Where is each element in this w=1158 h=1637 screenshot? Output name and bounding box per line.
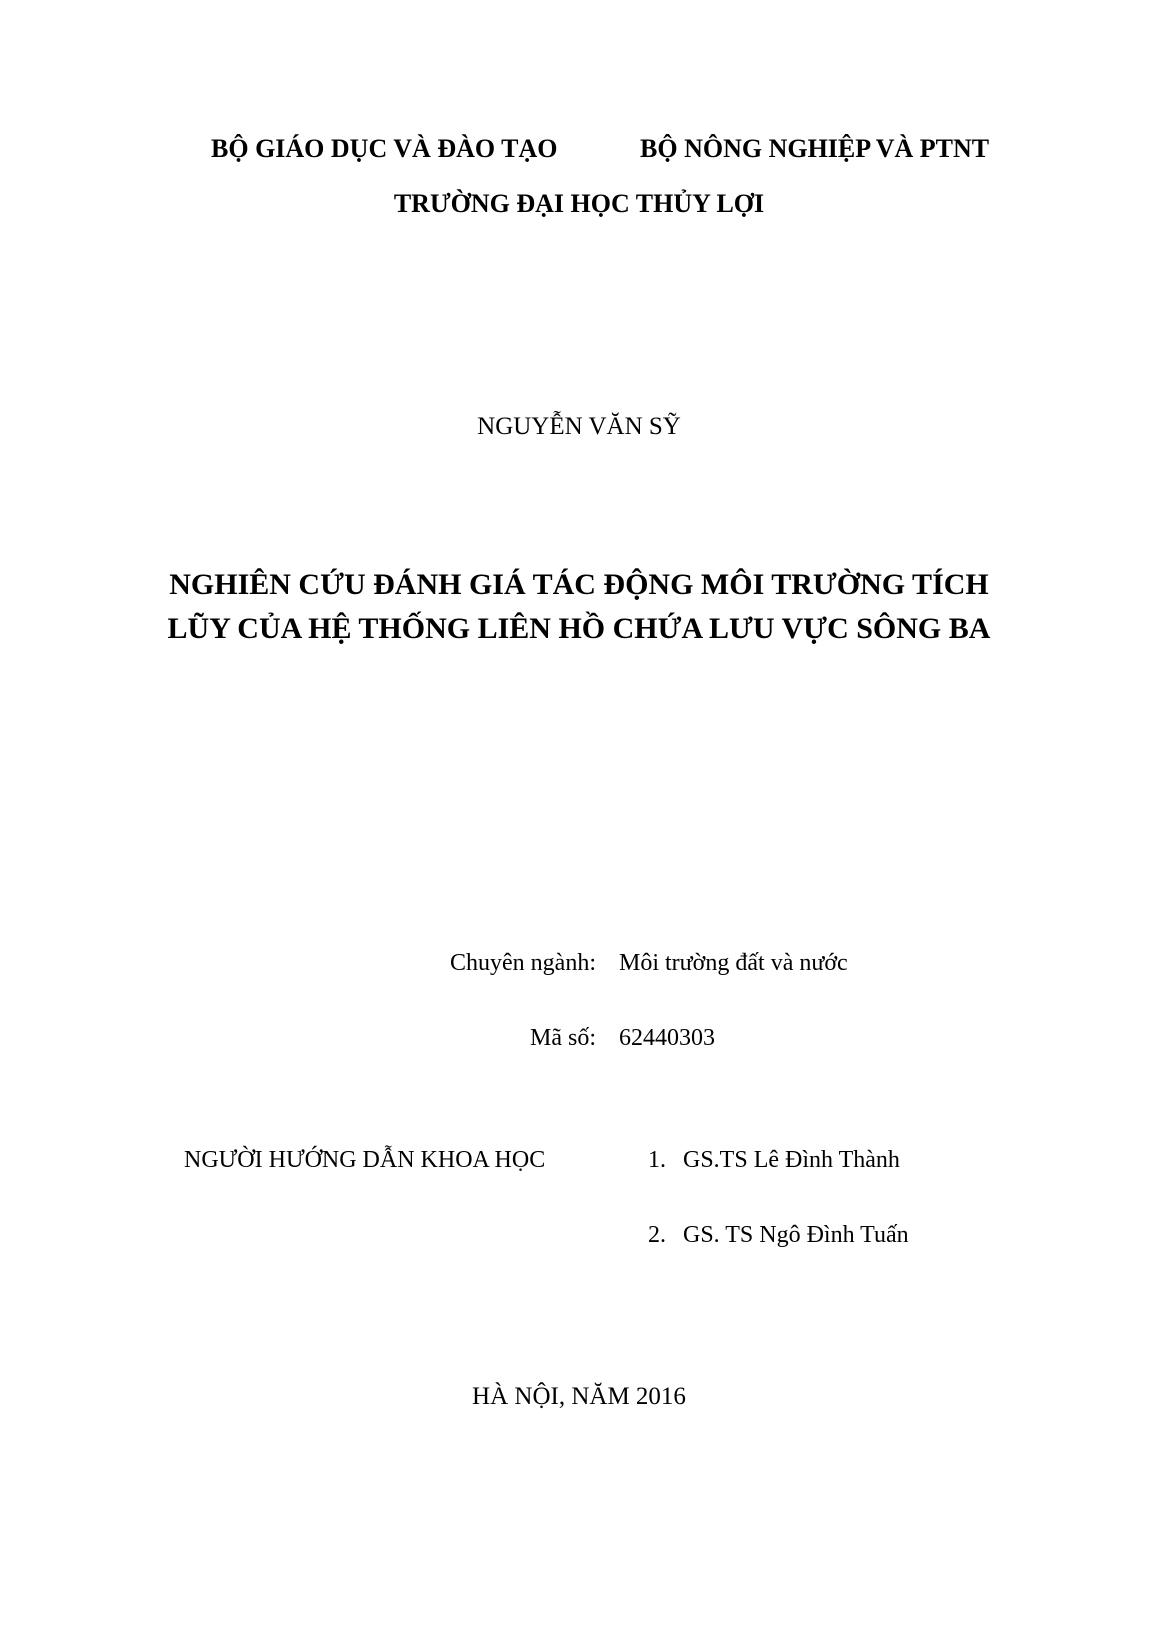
advisor-1-name: GS.TS Lê Đình Thành [683, 1147, 900, 1173]
place-and-year: HÀ NỘI, NĂM 2016 [472, 1383, 686, 1410]
advisor-1-number: 1. [648, 1147, 666, 1173]
major-value: Môi trường đất và nước [619, 950, 848, 976]
ministry-agriculture-heading: BỘ NÔNG NGHIỆP VÀ PTNT [640, 134, 990, 163]
advisor-2-number: 2. [648, 1222, 666, 1248]
advisor-label: NGƯỜI HƯỚNG DẪN KHOA HỌC [184, 1147, 546, 1173]
advisor-2-name: GS. TS Ngô Đình Tuấn [683, 1222, 909, 1248]
author-name: NGUYỄN VĂN SỸ [477, 413, 681, 440]
major-label: Chuyên ngành: [450, 950, 596, 976]
code-label: Mã số: [530, 1025, 596, 1051]
thesis-title-line-2: LŨY CỦA HỆ THỐNG LIÊN HỒ CHỨA LƯU VỰC SÔNG BA [167, 612, 991, 645]
ministry-education-heading: BỘ GIÁO DỤC VÀ ĐÀO TẠO [211, 134, 558, 163]
thesis-title-line-1: NGHIÊN CỨU ĐÁNH GIÁ TÁC ĐỘNG MÔI TRƯỜNG TÍCH [169, 568, 989, 601]
code-value: 62440303 [619, 1025, 715, 1051]
university-heading: TRƯỜNG ĐẠI HỌC THỦY LỢI [393, 189, 765, 218]
